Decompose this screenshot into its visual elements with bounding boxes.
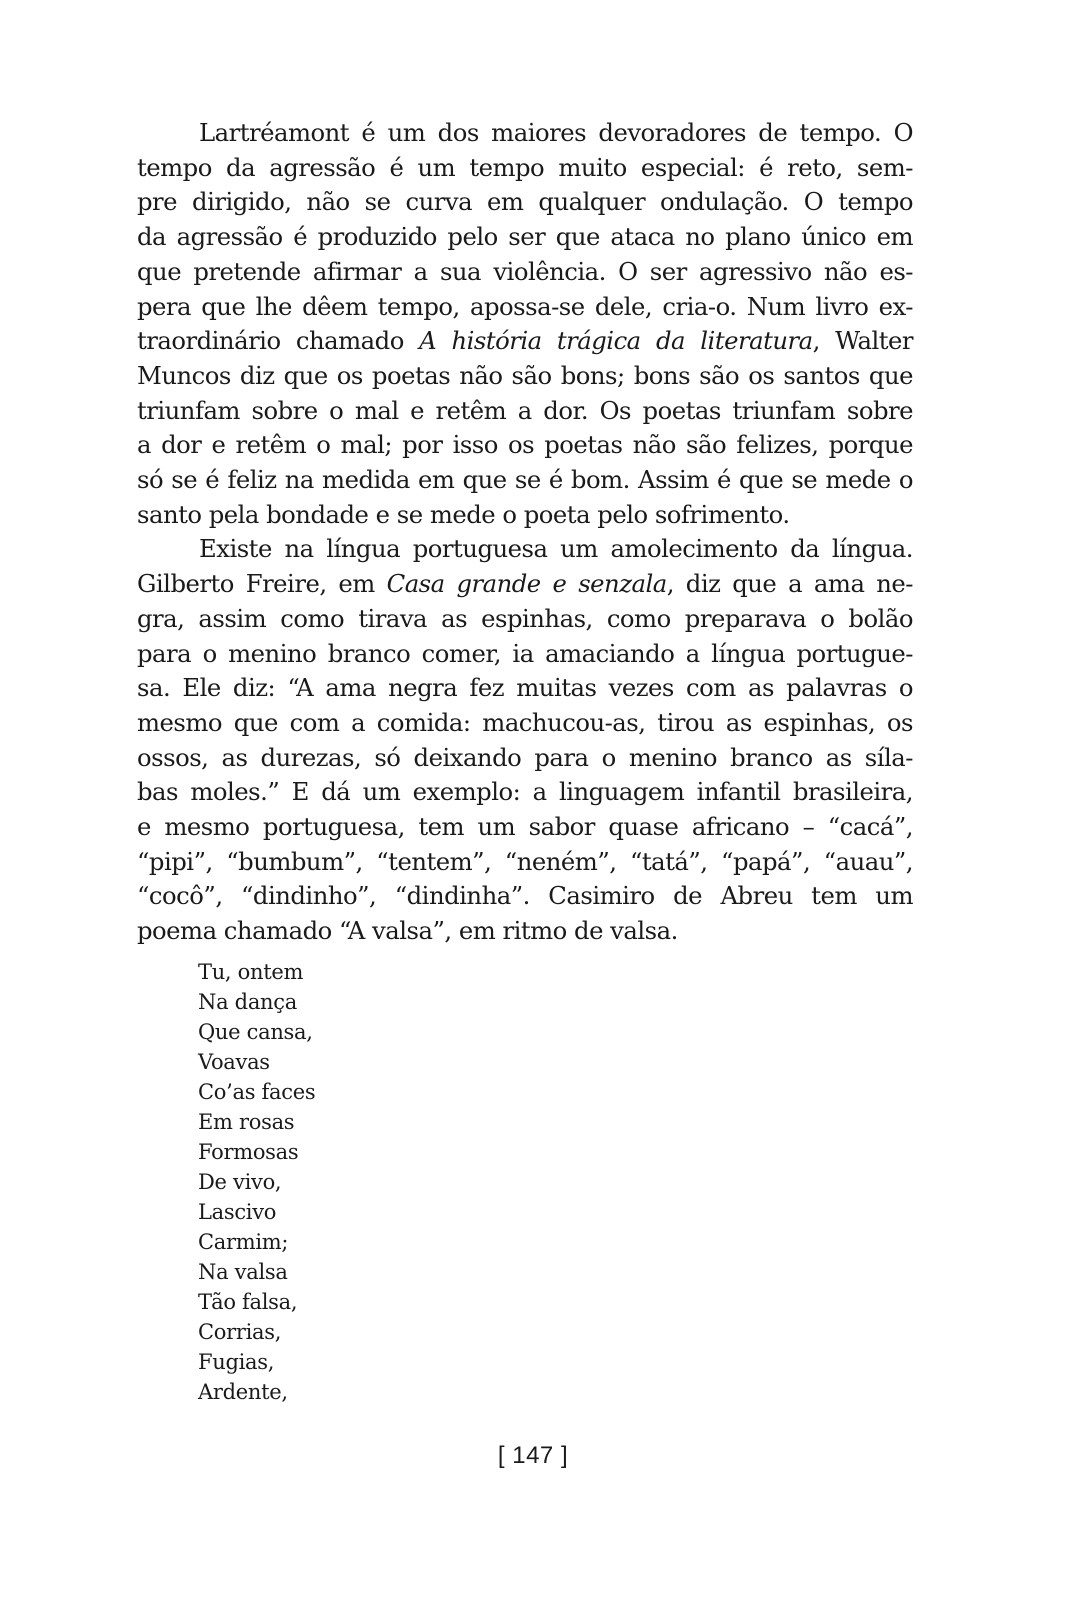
text-run: traordinário chamado bbox=[137, 326, 420, 356]
text-line: a dor e retêm o mal; por isso os poetas não são felizes, porque bbox=[137, 430, 913, 460]
poem-verse: Ardente, bbox=[198, 1380, 288, 1404]
text-line: poema chamado “A valsa”, em ritmo de valsa. bbox=[137, 916, 678, 946]
text-line: e mesmo portuguesa, tem um sabor quase africano – “cacá”, bbox=[137, 812, 913, 842]
text-run: , Walter bbox=[812, 326, 913, 356]
text-line: mesmo que com a comida: machucou-as, tirou as espinhas, os bbox=[137, 707, 913, 737]
poem-verse: Formosas bbox=[198, 1140, 299, 1164]
poem-verse: Co’as faces bbox=[198, 1080, 316, 1104]
poem-verse: Lascivo bbox=[198, 1200, 277, 1224]
text-line: Existe na língua portuguesa um amolecimento da língua. bbox=[199, 534, 913, 564]
text-line: “cocô”, “dindinho”, “dindinha”. Casimiro de Abreu tem um bbox=[137, 881, 913, 911]
text-run: Gilberto Freire, em bbox=[137, 569, 387, 599]
poem-verse: Carmim; bbox=[198, 1230, 289, 1254]
text-line: que pretende afirmar a sua violência. O ser agressivo não es- bbox=[137, 256, 913, 286]
book-title-italic: Casa grande e senzala bbox=[386, 569, 667, 599]
text-line: só se é feliz na medida em que se é bom. Assim é que se mede o bbox=[137, 465, 913, 495]
text-line: santo pela bondade e se mede o poeta pelo sofrimento. bbox=[137, 499, 790, 529]
text-line: para o menino branco comer, ia amaciando a língua portugue- bbox=[137, 638, 913, 668]
poem-verse: Em rosas bbox=[198, 1110, 295, 1134]
text-line: pera que lhe dêem tempo, apossa-se dele, cria-o. Num livro ex- bbox=[137, 291, 913, 321]
poem-verse: Voavas bbox=[198, 1050, 270, 1074]
text-line: ossos, as durezas, só deixando para o menino branco as síla- bbox=[137, 742, 913, 772]
text-line: gra, assim como tirava as espinhas, como preparava o bolão bbox=[137, 603, 913, 633]
poem-excerpt bbox=[198, 957, 315, 1407]
text-line: da agressão é produzido pelo ser que ataca no plano único em bbox=[137, 222, 913, 252]
poem-verse: Na valsa bbox=[198, 1260, 288, 1284]
poem-verse: Fugias, bbox=[198, 1350, 275, 1374]
text-run: , diz que a ama ne- bbox=[666, 569, 913, 599]
text-line: bas moles.” E dá um exemplo: a linguagem infantil brasileira, bbox=[137, 777, 913, 807]
text-line: triunfam sobre o mal e retêm a dor. Os poetas triunfam sobre bbox=[137, 395, 913, 425]
poem-verse: Que cansa, bbox=[198, 1020, 313, 1044]
text-line bbox=[137, 567, 913, 602]
text-line bbox=[137, 324, 913, 359]
poem-verse: Corrias, bbox=[198, 1320, 282, 1344]
body-text bbox=[137, 116, 913, 949]
paragraph-1 bbox=[137, 116, 913, 532]
text-line: Muncos diz que os poetas não são bons; bons são os santos que bbox=[137, 360, 913, 390]
text-line: pre dirigido, não se curva em qualquer ondulação. O tempo bbox=[137, 187, 913, 217]
text-line: Lartréamont é um dos maiores devoradores de tempo. O bbox=[199, 118, 913, 147]
text-line: sa. Ele diz: “A ama negra fez muitas vezes com as palavras o bbox=[137, 673, 913, 703]
paragraph-2 bbox=[137, 532, 913, 948]
page-number: [ 147 ] bbox=[497, 1442, 569, 1469]
book-title-italic: A história trágica da literatura bbox=[419, 326, 813, 356]
poem-verse: Tu, ontem bbox=[198, 960, 304, 984]
text-line: “pipi”, “bumbum”, “tentem”, “neném”, “tatá”, “papá”, “auau”, bbox=[137, 846, 913, 876]
text-line: tempo da agressão é um tempo muito especial: é reto, sem- bbox=[137, 152, 913, 182]
poem-verse: De vivo, bbox=[198, 1170, 282, 1194]
poem-verse: Tão falsa, bbox=[198, 1290, 298, 1314]
poem-verse: Na dança bbox=[198, 990, 297, 1014]
